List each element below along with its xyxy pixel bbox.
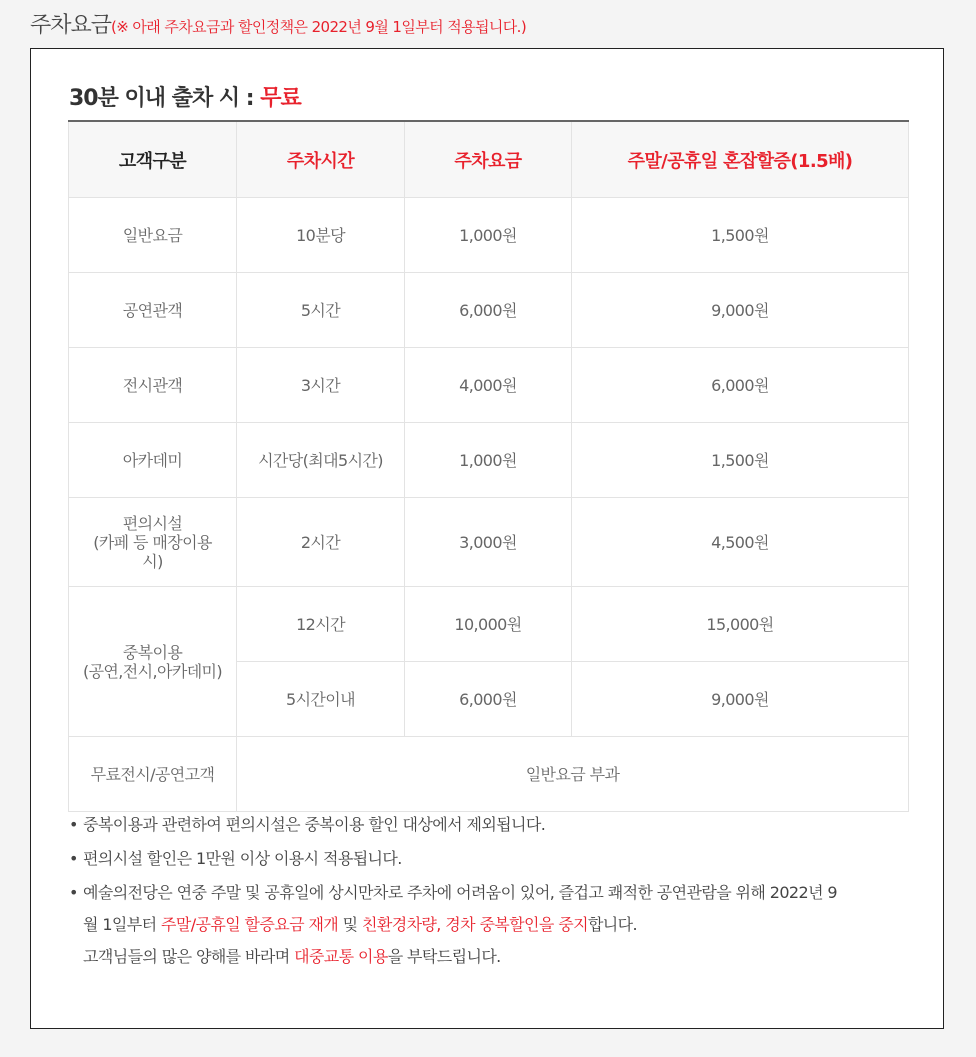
list-item xyxy=(67,843,927,875)
cell-category: 아카데미 xyxy=(69,423,237,498)
cell-category: 일반요금 xyxy=(69,198,237,273)
cell-time: 5시간 xyxy=(237,273,405,348)
cell-time: 3시간 xyxy=(237,348,405,423)
cell-time: 2시간 xyxy=(237,498,405,587)
list-item xyxy=(67,877,927,973)
cell-weekend: 9,000원 xyxy=(572,662,909,737)
note-highlight: 대중교통 이용 xyxy=(294,947,388,966)
table-row xyxy=(69,737,909,812)
bullet-icon: • xyxy=(69,883,78,902)
cell-weekend: 6,000원 xyxy=(572,348,909,423)
cell-weekend: 15,000원 xyxy=(572,587,909,662)
cell-fee: 6,000원 xyxy=(405,273,572,348)
cell-category-line: (카페 등 매장이용 xyxy=(93,532,212,552)
cell-fee: 1,000원 xyxy=(405,198,572,273)
cell-weekend: 9,000원 xyxy=(572,273,909,348)
note-text: 중복이용과 관련하여 편의시설은 중복이용 할인 대상에서 제외됩니다. xyxy=(83,815,546,834)
note-text: 예술의전당은 연중 주말 및 공휴일에 상시만차로 주차에 어려움이 있어, 즐겁고 쾌적한 공연관람을 위해 2022년 9 xyxy=(83,883,837,902)
note-text: 을 부탁드립니다. xyxy=(387,947,501,966)
note-highlight: 친환경차량, 경차 중복할인을 중지 xyxy=(362,915,588,934)
notes-list xyxy=(67,809,927,975)
table-row xyxy=(69,273,909,348)
bullet-icon: • xyxy=(69,815,78,834)
cell-fee: 6,000원 xyxy=(405,662,572,737)
note-text: 고객님들의 많은 양해를 바라며 xyxy=(83,947,295,966)
cell-fee: 1,000원 xyxy=(405,423,572,498)
cell-merged-fee: 일반요금 부과 xyxy=(237,737,909,812)
cell-category-line: 시) xyxy=(142,551,163,571)
cell-fee: 4,000원 xyxy=(405,348,572,423)
cell-category-line: 중복이용 xyxy=(122,642,183,662)
table-row xyxy=(69,423,909,498)
fee-panel xyxy=(30,48,944,1029)
cell-weekend: 1,500원 xyxy=(572,423,909,498)
table-row xyxy=(69,587,909,662)
note-highlight: 주말/공휴일 할증요금 재개 xyxy=(160,915,339,934)
cell-time: 10분당 xyxy=(237,198,405,273)
cell-time: 12시간 xyxy=(237,587,405,662)
note-text: 편의시설 할인은 1만원 이상 이용시 적용됩니다. xyxy=(83,849,402,868)
section-title xyxy=(69,81,301,112)
list-item xyxy=(67,809,927,841)
header-fee: 주차요금 xyxy=(405,121,572,198)
header-category: 고객구분 xyxy=(69,121,237,198)
bullet-icon: • xyxy=(69,849,78,868)
page-header xyxy=(30,8,526,39)
header-weekend-surcharge: 주말/공휴일 혼잡할증(1.5배) xyxy=(572,121,909,198)
header-time: 주차시간 xyxy=(237,121,405,198)
table-row xyxy=(69,348,909,423)
cell-weekend: 4,500원 xyxy=(572,498,909,587)
cell-category xyxy=(69,498,237,587)
cell-category xyxy=(69,587,237,737)
policy-note: (※ 아래 주차요금과 할인정책은 2022년 9월 1일부터 적용됩니다.) xyxy=(111,18,527,36)
section-title-free: 무료 xyxy=(260,86,301,111)
cell-category-line: 편의시설 xyxy=(122,513,183,533)
cell-fee: 10,000원 xyxy=(405,587,572,662)
note-text: 및 xyxy=(338,915,362,934)
cell-fee: 3,000원 xyxy=(405,498,572,587)
cell-category: 전시관객 xyxy=(69,348,237,423)
table-row xyxy=(69,198,909,273)
cell-time: 시간당(최대5시간) xyxy=(237,423,405,498)
cell-weekend: 1,500원 xyxy=(572,198,909,273)
cell-time: 5시간이내 xyxy=(237,662,405,737)
cell-category: 무료전시/공연고객 xyxy=(69,737,237,812)
note-text: 합니다. xyxy=(587,915,637,934)
cell-category-line: (공연,전시,아카데미) xyxy=(82,661,223,681)
table-header-row xyxy=(69,121,909,198)
note-text: 월 1일부터 xyxy=(83,915,161,934)
page-title: 주차요금 xyxy=(30,13,112,38)
cell-category: 공연관객 xyxy=(69,273,237,348)
table-row xyxy=(69,498,909,587)
parking-fee-table xyxy=(68,120,909,812)
section-title-text: 30분 이내 출차 시 : xyxy=(69,86,261,111)
